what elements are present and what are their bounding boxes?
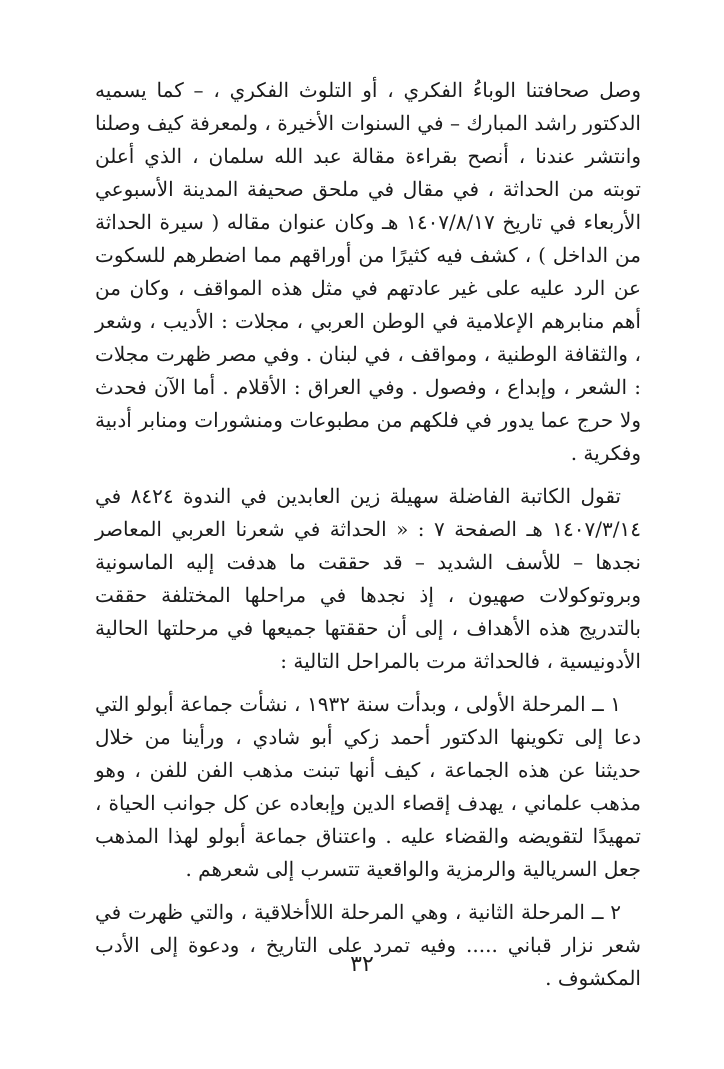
page-number: ٣٢: [350, 952, 374, 977]
page-body: [95, 74, 641, 995]
paragraph-intro: وصل صحافتنا الوباءُ الفكري ، أو التلوث الفكري ، – كما يسميه الدكتور راشد المبارك – في السنوات الأخيرة ، ولمعرفة كيف وصلنا وانتشر عندنا ، أنصح بقراءة مقالة عبد الله سلمان ، الذي أعلن توبته من الحداثة ، في مقال في ملحق صحيفة المدينة الأسبوعي الأربعاء في تاريخ ١٤٠٧/٨/١٧ هـ وكان عنوان مقاله ( سيرة الحداثة من الداخل ) ، كشف فيه كثيرًا من أوراقهم مما اضطرهم للسكوت عن الرد عليه على غير عادتهم في مثل هذه المواقف ، وكان من أهم منابرهم الإعلامية في الوطن العربي ، مجلات : الأديب ، وشعر ، والثقافة الوطنية ، ومواقف ، في لبنان . وفي مصر ظهرت مجلات : الشعر ، وإبداع ، وفصول . وفي العراق : الأقلام . أما الآن فحدث ولا حرج عما يدور في فلكهم من مطبوعات ومنشورات ومنابر أدبية وفكرية .: [95, 78, 641, 465]
paragraph-quote: تقول الكاتبة الفاضلة سهيلة زين العابدين في الندوة ٨٤٢٤ في ١٤٠٧/٣/١٤ هـ الصفحة ٧ : « الحداثة في شعرنا العربي المعاصر نجدها – للأسف الشديد – قد حققت ما هدفت إليه الماسونية وبروتوكولات صهيون ، إذ نجدها في مراحلها المختلفة حققت بالتدريج هذه الأهداف ، إلى أن حققتها جميعها في مرحلتها الحالية الأدونيسية ، فالحداثة مرت بالمراحل التالية :: [95, 484, 641, 673]
paragraph-stage-two: ٢ ــ المرحلة الثانية ، وهي المرحلة اللاأخلاقية ، والتي ظهرت في شعر نزار قباني ..... وفيه تمرد على التاريخ ، ودعوة إلى الأدب المكشوف .: [95, 900, 641, 990]
paragraph-stage-one: ١ ــ المرحلة الأولى ، وبدأت سنة ١٩٣٢ ، نشأت جماعة أبولو التي دعا إلى تكوينها الدكتور أحمد زكي أبو شادي ، ورأينا من خلال حديثنا عن هذه الجماعة ، كيف أنها تبنت مذهب الفن للفن ، وهو مذهب علماني ، يهدف إقصاء الدين وإبعاده عن كل جوانب الحياة ، تمهيدًا لتقويضه والقضاء عليه . واعتناق جماعة أبولو لهذا المذهب جعل السريالية والرمزية والواقعية تتسرب إلى شعرهم .: [95, 692, 641, 881]
